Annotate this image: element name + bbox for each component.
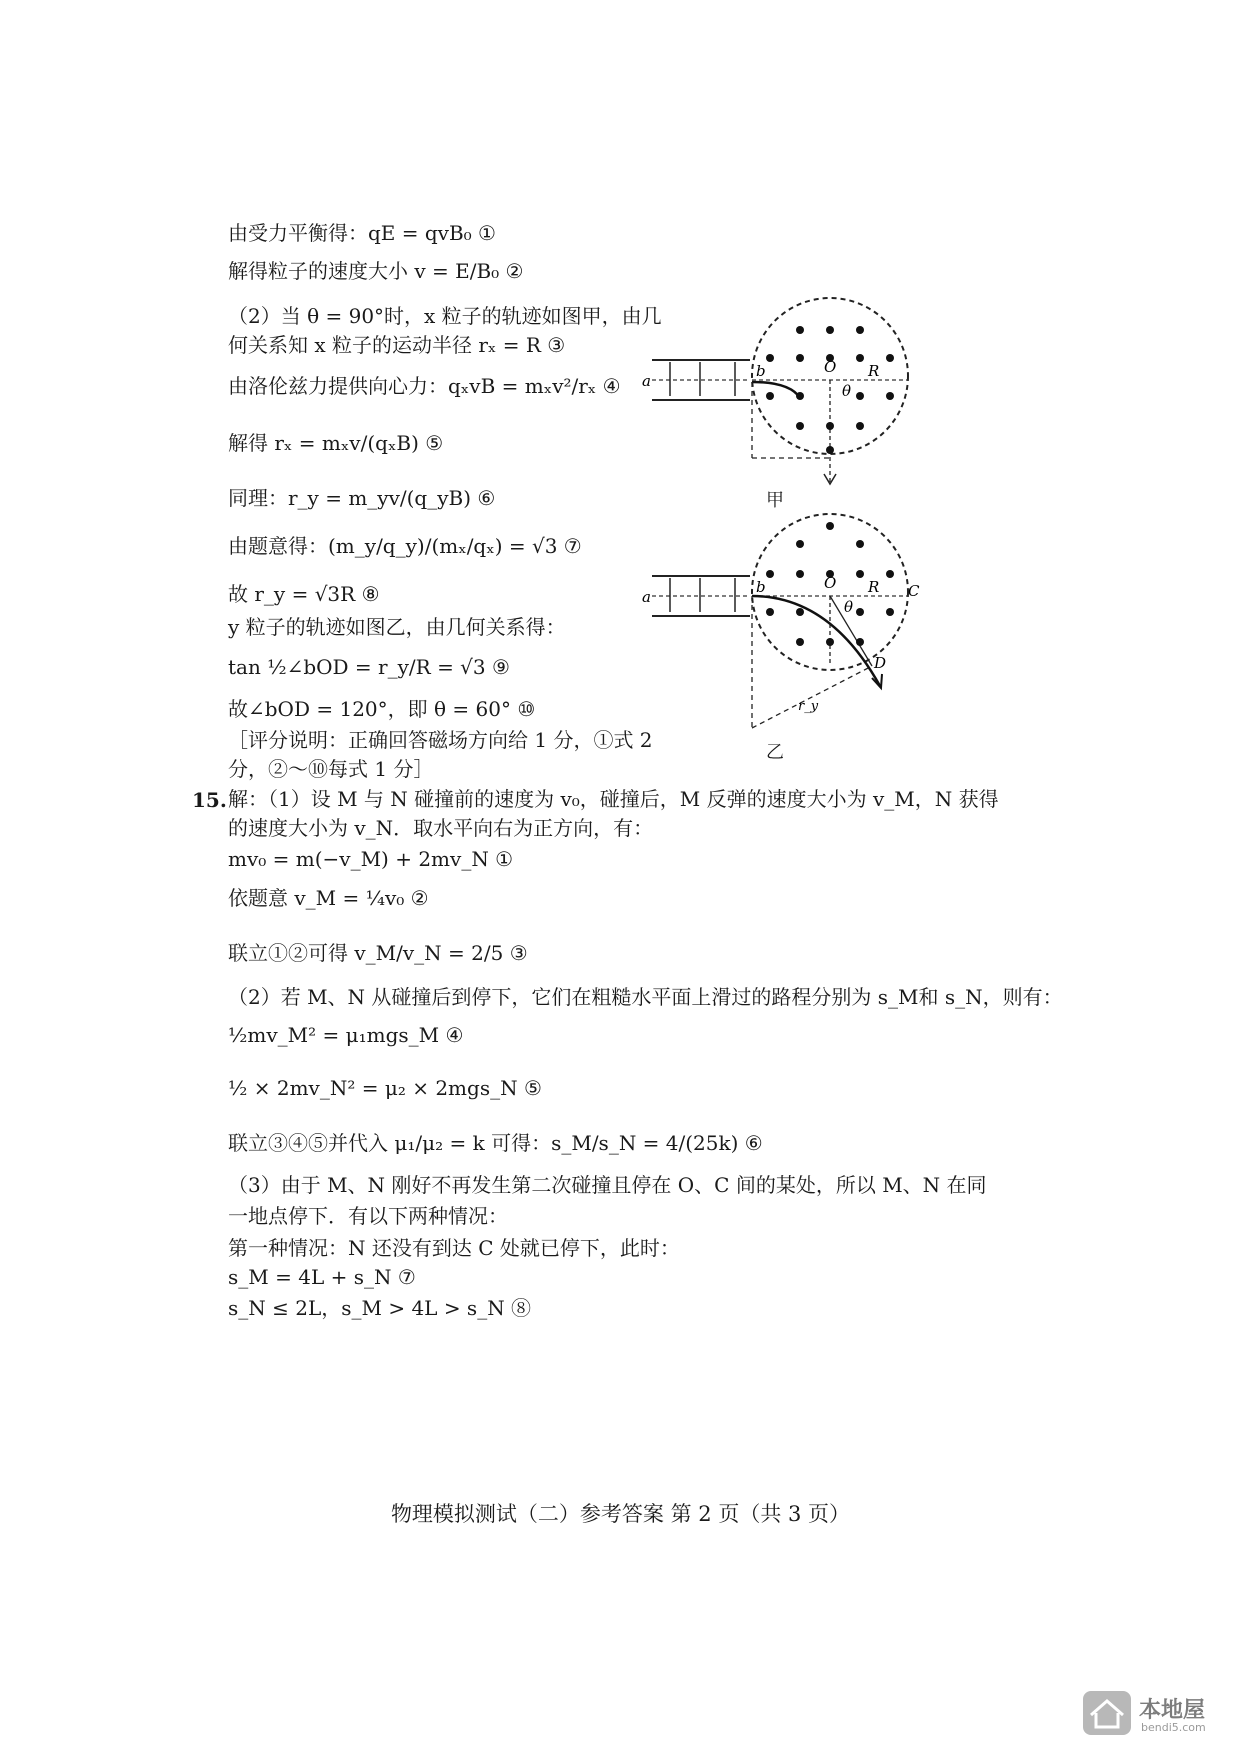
house-icon <box>1081 1689 1133 1737</box>
text-line: ½mv_M² = μ₁mgs_M ④ <box>228 1023 464 1047</box>
label-c: C <box>908 582 920 600</box>
text-line: 解：（1）设 M 与 N 碰撞前的速度为 v₀，碰撞后，M 反弹的速度大小为 v_M，N 获得 <box>228 787 999 811</box>
text-line: 何关系知 x 粒子的运动半径 rₓ = R ③ <box>228 333 566 357</box>
text-line: （2）若 M、N 从碰撞后到停下，它们在粗糙水平面上滑过的路程分别为 s_M和 s_N，则有： <box>228 985 1063 1009</box>
text-line: mv₀ = m(−v_M) + 2mv_N ① <box>228 847 514 871</box>
label-a: a <box>642 588 651 606</box>
grading-note: ［评分说明：正确回答磁场方向给 1 分，①式 2 <box>228 728 653 752</box>
text-line: 联立③④⑤并代入 μ₁/μ₂ = k 可得：s_M/s_N = 4/(25k) ⑥ <box>228 1131 763 1155</box>
label-r: R <box>868 578 880 596</box>
grading-note: 分，②～⑩每式 1 分］ <box>228 757 434 781</box>
figure-caption-jia: 甲 <box>766 490 784 511</box>
text-line: （3）由于 M、N 刚好不再发生第二次碰撞且停在 O、C 间的某处，所以 M、N 在同 <box>228 1173 987 1197</box>
label-o: O <box>824 574 837 592</box>
label-b: b <box>756 578 766 596</box>
label-theta: θ <box>842 382 852 400</box>
text-line: 故 r_y = √3R ⑧ <box>228 582 380 606</box>
text-line: s_N ≤ 2L，s_M > 4L > s_N ⑧ <box>228 1296 532 1320</box>
label-a: a <box>642 372 651 390</box>
text-line: 由受力平衡得：qE = qvB₀ ① <box>228 221 496 245</box>
label-theta: θ <box>844 598 854 616</box>
figure-caption-yi: 乙 <box>766 742 784 763</box>
text-line: 的速度大小为 v_N．取水平向右为正方向，有： <box>228 816 654 840</box>
label-ry: r_y <box>798 699 819 714</box>
trajectory <box>752 382 800 398</box>
logo-site: bendi5.com <box>1141 1721 1206 1734</box>
site-logo <box>1081 1689 1221 1741</box>
text-line: 第一种情况：N 还没有到达 C 处就已停下，此时： <box>228 1236 680 1260</box>
figure-yi <box>640 510 930 750</box>
question-number: 15. <box>192 788 227 812</box>
text-line: s_M = 4L + s_N ⑦ <box>228 1265 416 1289</box>
label-o: O <box>824 358 837 376</box>
text-line: 由题意得：(m_y/q_y)/(mₓ/qₓ) = √3 ⑦ <box>228 534 582 558</box>
logo-name: 本地屋 <box>1139 1698 1206 1723</box>
text-line: tan ½∠bOD = r_y/R = √3 ⑨ <box>228 655 510 679</box>
label-b: b <box>756 362 766 380</box>
figure-jia <box>640 290 920 490</box>
text-line: 联立①②可得 v_M/v_N = 2/5 ③ <box>228 941 528 965</box>
text-line: （2）当 θ = 90°时，x 粒子的轨迹如图甲，由几 <box>228 304 662 328</box>
page-footer: 物理模拟测试（二）参考答案 第 2 页（共 3 页） <box>390 1502 851 1526</box>
text-line: 由洛伦兹力提供向心力：qₓvB = mₓv²/rₓ ④ <box>228 374 621 398</box>
text-line: 依题意 v_M = ¼v₀ ② <box>228 886 429 910</box>
radius-line <box>752 666 872 728</box>
text-line: ½ × 2mv_N² = μ₂ × 2mgs_N ⑤ <box>228 1076 542 1100</box>
text-line: 解得粒子的速度大小 v = E/B₀ ② <box>228 259 524 283</box>
label-d: D <box>874 654 887 672</box>
text-line: 解得 rₓ = mₓv/(qₓB) ⑤ <box>228 431 444 455</box>
text-line: 故∠bOD = 120°，即 θ = 60° ⑩ <box>228 697 536 721</box>
text-line: 同理：r_y = m_yv/(q_yB) ⑥ <box>228 486 496 510</box>
text-line: 一地点停下．有以下两种情况： <box>228 1204 508 1228</box>
label-r: R <box>868 362 880 380</box>
text-line: y 粒子的轨迹如图乙，由几何关系得： <box>228 615 566 639</box>
